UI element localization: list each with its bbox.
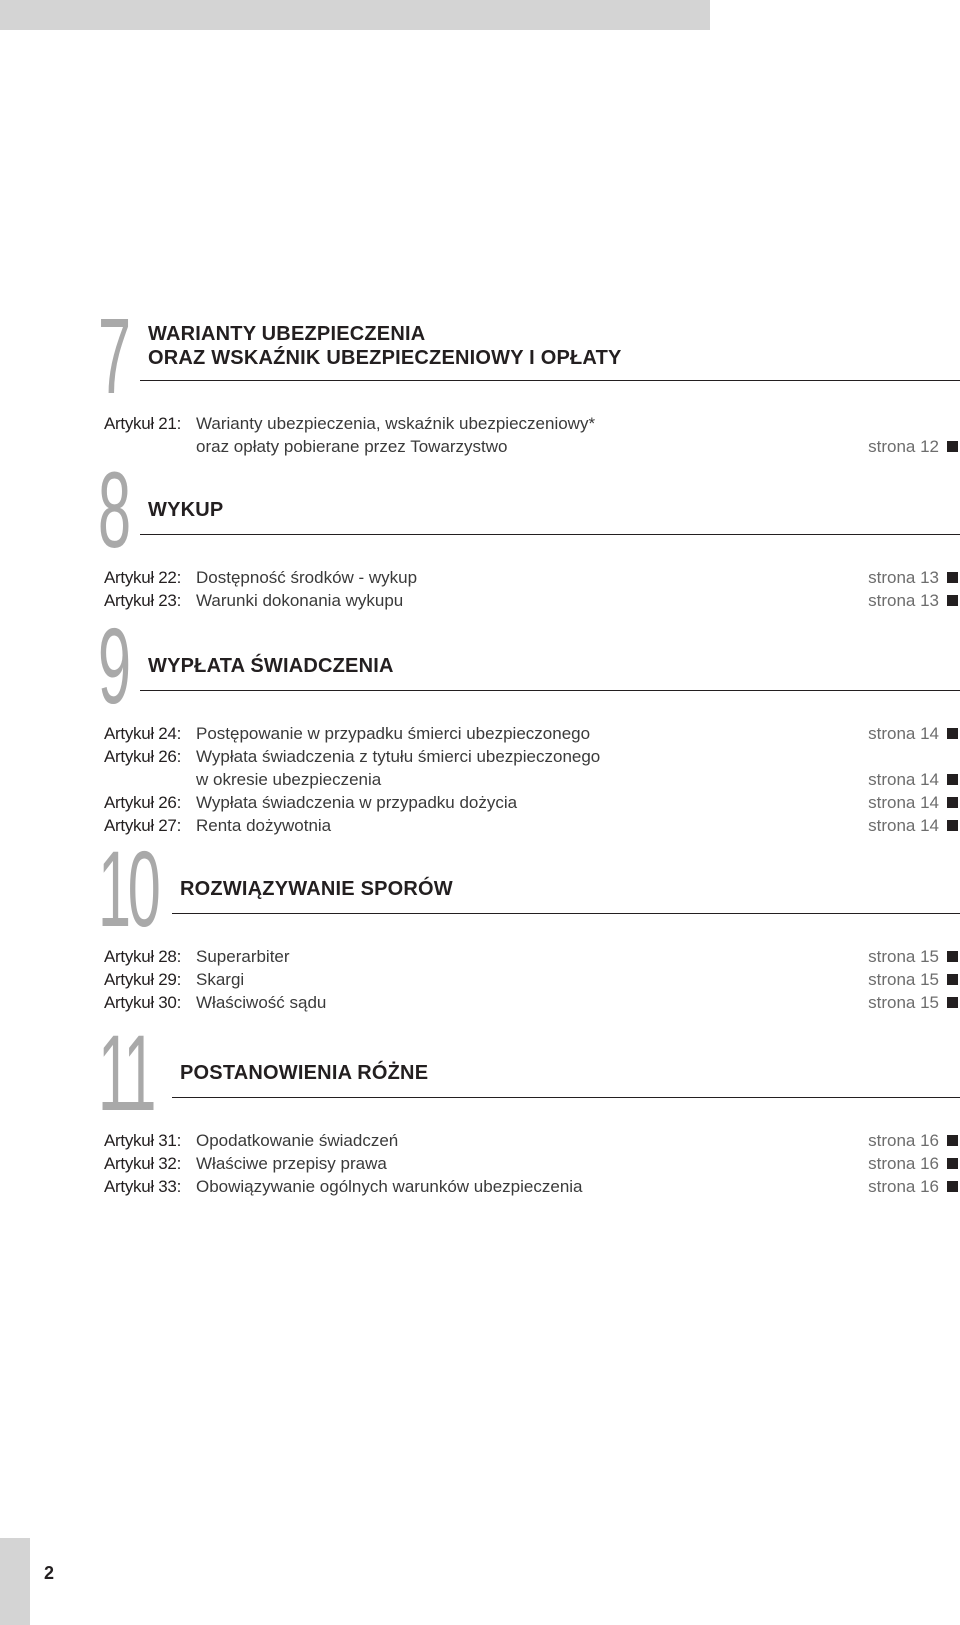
page-reference-text: strona 13	[868, 591, 939, 610]
section-title	[180, 1061, 428, 1085]
article-title: Warunki dokonania wykupu	[196, 591, 404, 610]
square-bullet-icon	[947, 997, 958, 1008]
article-list	[104, 1129, 958, 1198]
section-title-line: WARIANTY UBEZPIECZENIA	[148, 323, 426, 345]
section-rule	[172, 1097, 960, 1098]
page-reference-text: strona 15	[868, 970, 939, 989]
article-title: Dostępność środków - wykup	[196, 568, 418, 587]
page-reference	[868, 722, 958, 745]
section-title-line: ORAZ WSKAŹNIK UBEZPIECZENIOWY I OPŁATY	[148, 347, 622, 369]
section-number: 7	[98, 295, 128, 416]
article-number: Artykuł 24:	[104, 724, 182, 743]
section-title-line: WYKUP	[148, 499, 224, 521]
top-decorative-bar	[0, 0, 710, 30]
section-rule	[140, 380, 960, 381]
page-reference	[868, 991, 958, 1014]
article-number: Artykuł 29:	[104, 970, 182, 989]
section-number: 8	[98, 449, 128, 570]
article-number: Artykuł 28:	[104, 947, 182, 966]
article-title: Właściwość sądu	[196, 993, 327, 1012]
article-list	[104, 566, 958, 612]
square-bullet-icon	[947, 572, 958, 583]
page-reference-text: strona 16	[868, 1131, 939, 1150]
article-title: Obowiązywanie ogólnych warunków ubezpieczenia	[196, 1177, 583, 1196]
article-title-continuation: oraz opłaty pobierane przez Towarzystwo	[196, 437, 508, 456]
section-title	[148, 322, 622, 370]
page-reference-text: strona 15	[868, 947, 939, 966]
page-reference	[868, 945, 958, 968]
article-title: Postępowanie w przypadku śmierci ubezpieczonego	[196, 724, 591, 743]
page-reference-text: strona 13	[868, 568, 939, 587]
page-reference-text: strona 14	[868, 816, 939, 835]
square-bullet-icon	[947, 728, 958, 739]
section-title-line: POSTANOWIENIA RÓŻNE	[180, 1062, 429, 1084]
article-list	[104, 722, 958, 837]
page-reference	[868, 589, 958, 612]
article-title: Skargi	[196, 970, 245, 989]
toc-entry[interactable]	[104, 722, 958, 745]
page-reference-text: strona 16	[868, 1177, 939, 1196]
toc-entry[interactable]	[104, 791, 958, 814]
page-reference-text: strona 14	[868, 793, 939, 812]
page-reference-text: strona 14	[868, 770, 939, 789]
article-title: Warianty ubezpieczenia, wskaźnik ubezpieczeniowy*	[196, 414, 596, 433]
square-bullet-icon	[947, 820, 958, 831]
article-number: Artykuł 32:	[104, 1154, 182, 1173]
page-reference-text: strona 12	[868, 437, 939, 456]
square-bullet-icon	[947, 1181, 958, 1192]
article-number: Artykuł 27:	[104, 816, 182, 835]
article-list	[104, 945, 958, 1014]
square-bullet-icon	[947, 595, 958, 606]
article-number: Artykuł 30:	[104, 993, 182, 1012]
section-rule	[140, 534, 960, 535]
toc-entry[interactable]	[104, 1175, 958, 1198]
article-title: Opodatkowanie świadczeń	[196, 1131, 399, 1150]
toc-entry[interactable]	[104, 745, 958, 791]
toc-entry[interactable]	[104, 566, 958, 589]
square-bullet-icon	[947, 441, 958, 452]
toc-entry[interactable]	[104, 1152, 958, 1175]
square-bullet-icon	[947, 951, 958, 962]
square-bullet-icon	[947, 797, 958, 808]
article-title-continuation: w okresie ubezpieczenia	[196, 770, 382, 789]
article-number: Artykuł 26:	[104, 793, 182, 812]
page-number: 2	[44, 1563, 55, 1583]
section-number: 9	[98, 605, 128, 726]
section-title-line: ROZWIĄZYWANIE SPORÓW	[180, 878, 453, 900]
page-reference	[868, 566, 958, 589]
article-title: Właściwe przepisy prawa	[196, 1154, 387, 1173]
article-number: Artykuł 21:	[104, 414, 182, 433]
page-reference	[868, 435, 958, 458]
page-reference-text: strona 15	[868, 993, 939, 1012]
page-reference-text: strona 16	[868, 1154, 939, 1173]
square-bullet-icon	[947, 974, 958, 985]
toc-entry[interactable]	[104, 412, 958, 458]
square-bullet-icon	[947, 1135, 958, 1146]
article-title: Wypłata świadczenia z tytułu śmierci ubezpieczonego	[196, 747, 601, 766]
toc-entry[interactable]	[104, 814, 958, 837]
section-title-line: WYPŁATA ŚWIADCZENIA	[148, 655, 394, 677]
article-number: Artykuł 31:	[104, 1131, 182, 1150]
article-number: Artykuł 33:	[104, 1177, 182, 1196]
section-title	[148, 498, 223, 522]
article-number: Artykuł 26:	[104, 747, 182, 766]
toc-entry[interactable]	[104, 991, 958, 1014]
page-reference	[868, 791, 958, 814]
square-bullet-icon	[947, 774, 958, 785]
page-reference	[868, 1129, 958, 1152]
article-title: Renta dożywotnia	[196, 816, 332, 835]
article-number: Artykuł 23:	[104, 591, 182, 610]
footer-decorative-bar	[0, 1538, 30, 1625]
section-rule	[140, 690, 960, 691]
article-number: Artykuł 22:	[104, 568, 182, 587]
page-reference-text: strona 14	[868, 724, 939, 743]
toc-entry[interactable]	[104, 945, 958, 968]
section-number: 10	[98, 828, 158, 949]
page-reference	[868, 968, 958, 991]
article-list	[104, 412, 958, 458]
square-bullet-icon	[947, 1158, 958, 1169]
toc-entry[interactable]	[104, 589, 958, 612]
page-reference	[868, 814, 958, 837]
article-title: Wypłata świadczenia w przypadku dożycia	[196, 793, 518, 812]
toc-entry[interactable]	[104, 1129, 958, 1152]
page-reference	[868, 768, 958, 791]
section-title	[180, 877, 453, 901]
page-reference	[868, 1175, 958, 1198]
toc-entry[interactable]	[104, 968, 958, 991]
section-title	[148, 654, 394, 678]
page-reference	[868, 1152, 958, 1175]
section-number: 11	[98, 1012, 154, 1133]
article-title: Superarbiter	[196, 947, 290, 966]
section-rule	[172, 913, 960, 914]
